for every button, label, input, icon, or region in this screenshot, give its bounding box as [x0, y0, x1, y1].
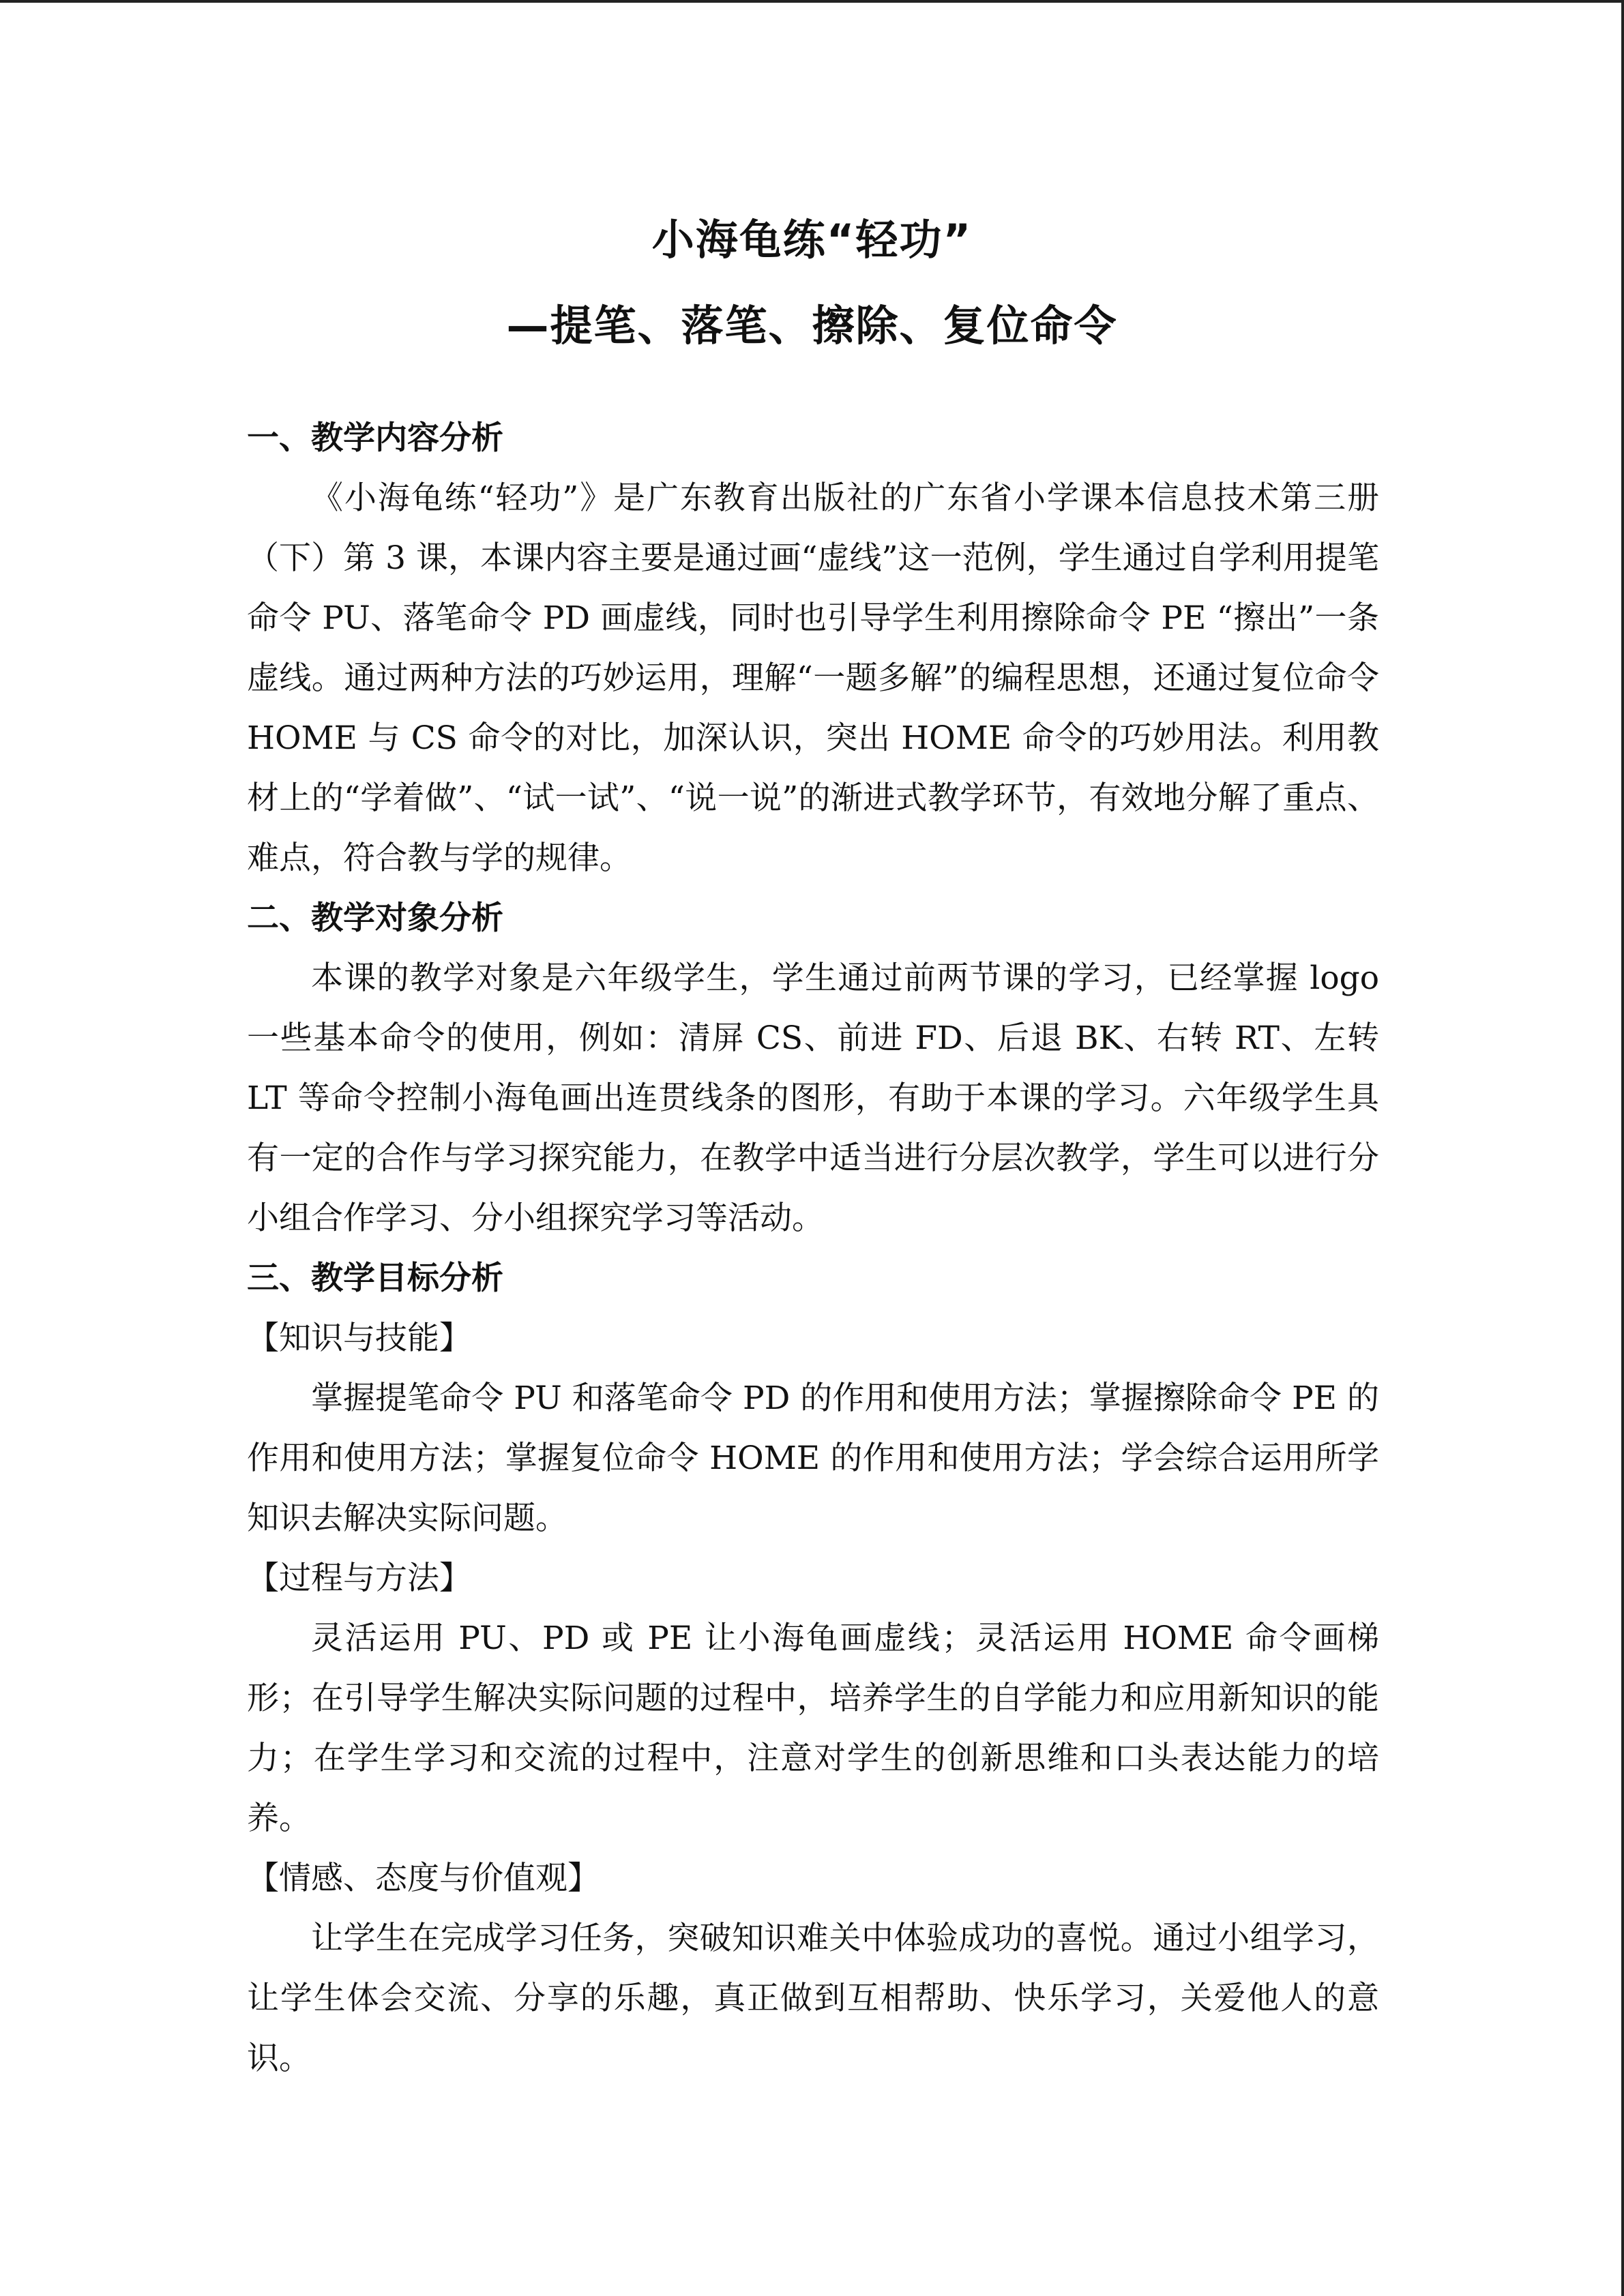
subsection-paragraph: 让学生在完成学习任务，突破知识难关中体验成功的喜悦。通过小组学习，让学生体会交流、分享的乐趣，真正做到互相帮助、快乐学习，关爱他人的意识。 [247, 1920, 1379, 2077]
section-audience-analysis [247, 889, 1379, 1249]
subsection-label-process-methods: 【过程与方法】 [247, 1560, 471, 1597]
section-content-analysis [247, 408, 1379, 889]
subsection-paragraph: 掌握提笔命令 PU 和落笔命令 PD 的作用和使用方法；掌握擦除命令 PE 的作用和使用方法；掌握复位命令 HOME 的作用和使用方法；学会综合运用所学知识去解决实际问题。 [247, 1380, 1379, 1537]
section-objectives-analysis [247, 1249, 1379, 2089]
subsection-label-knowledge-skills: 【知识与技能】 [247, 1320, 471, 1357]
section-heading: 一、教学内容分析 [247, 419, 503, 457]
document-body [247, 408, 1379, 2089]
document-subtitle: —提笔、落笔、擦除、复位命令 [506, 301, 1118, 351]
section-heading: 二、教学对象分析 [247, 899, 503, 937]
subsection-paragraph: 灵活运用 PU、PD 或 PE 让小海龟画虚线；灵活运用 HOME 命令画梯形；在引导学生解决实际问题的过程中，培养学生的自学能力和应用新知识的能力；在学生学习和交流的过程中，注意对学生的创新思维和口头表达能力的培养。 [247, 1620, 1379, 1837]
section-paragraph: 《小海龟练“轻功”》是广东教育出版社的广东省小学课本信息技术第三册（下）第 3 课，本课内容主要是通过画“虚线”这一范例，学生通过自学利用提笔命令 PU、落笔命令 PD 画虚线，同时也引导学生利用擦除命令 PE “擦出”一条虚线。通过两种方法的巧妙运用，理解“一题多解”的编程思想，还通过复位命令 HOME 与 CS 命令的对比，加深认识，突出 HOME 命令的巧妙用法。利用教材上的“学着做”、“试一试”、“说一说”的渐进式教学环节，有效地分解了重点、难点，符合教与学的规律。 [247, 479, 1379, 877]
document-title: 小海龟练“轻功” [651, 215, 973, 265]
subsection-label-emotion-attitude-values: 【情感、态度与价值观】 [247, 1860, 600, 1897]
section-paragraph: 本课的教学对象是六年级学生，学生通过前两节课的学习，已经掌握 logo 一些基本命令的使用，例如：清屏 CS、前进 FD、后退 BK、右转 RT、左转 LT 等命令控制小海龟画出连贯线条的图形，有助于本课的学习。六年级学生具有一定的合作与学习探究能力，在教学中适当进行分层次教学，学生可以进行分小组合作学习、分小组探究学习等活动。 [247, 959, 1379, 1237]
section-heading: 三、教学目标分析 [247, 1259, 503, 1297]
